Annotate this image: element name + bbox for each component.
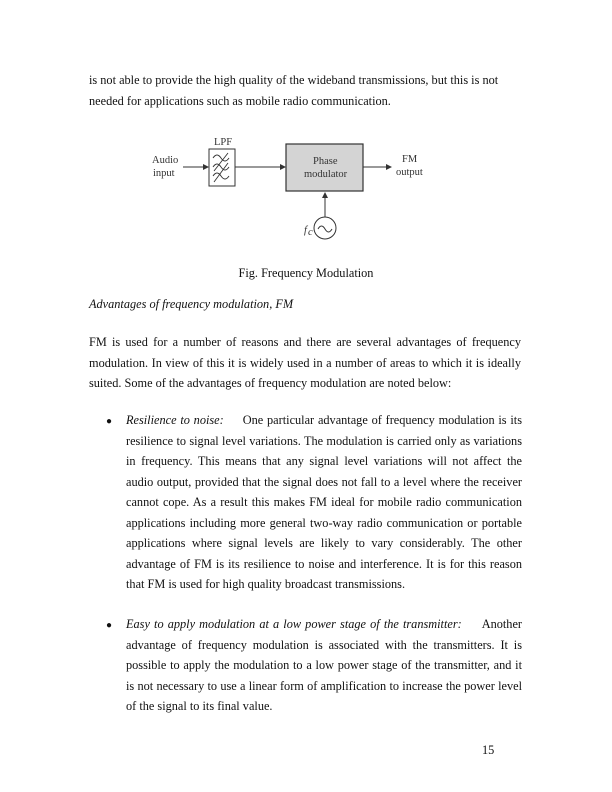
list-item-text: One particular advantage of frequency modulation is its resilience to signal level variations. The modulation is carried only as variations in frequency. This means that any signal level variations will not affect the audio output, provided that the signal does not fall to a level where the receiver cannot cope. As a result this makes FM ideal for mobile radio communication applications including more general two-way radio communication or portable applications where signal levels are likely to vary considerably. The other advantage of FM is its resilience to noise and interference. It is for this reason that FM is used for high quality broadcast transmissions. [126, 413, 523, 591]
block-diagram-svg [140, 125, 440, 255]
list-item-body [126, 614, 522, 717]
figure-caption: Fig. Frequency Modulation [238, 266, 374, 280]
audio-input-label-1: Audio [152, 155, 179, 166]
list-item-title: Easy to apply modulation at a low power stage of the transmitter: [126, 617, 462, 631]
fm-output-label-2: output [396, 167, 423, 178]
oscillator-freq-subscript: c [308, 227, 313, 238]
bullet-dot-icon: ● [106, 620, 113, 631]
list-item-text: Another advantage of frequency modulation is associated with the transmitters. It is possible to apply the modulation to a low power stage of the transmitter, and it is not necessary to use a linear form of amplification to increase the power level of the signal to its final value. [126, 617, 522, 713]
phase-modulator-label-2: modulator [304, 169, 348, 180]
page-number: 15 [482, 743, 495, 757]
oscillator-icon [314, 217, 336, 239]
phase-modulator-box [286, 144, 363, 191]
intro-line-2: needed for applications such as mobile radio communication. [89, 94, 391, 108]
fm-block-diagram [140, 125, 440, 255]
intro-line-1: is not able to provide the high quality of the wideband transmissions, but this is not [89, 73, 499, 87]
phase-modulator-label-1: Phase [313, 156, 338, 167]
oscillator-freq-label: f [304, 225, 307, 236]
lpf-filter-icon [209, 149, 235, 186]
section-intro-paragraph: FM is used for a number of reasons and there are several advantages of frequency modulation. In view of this it is widely used in a number of areas to which it is ideally suited. Some of the advantages of frequency modulation are noted below: [89, 335, 521, 390]
bullet-dot-icon: ● [106, 416, 113, 427]
audio-input-label-2: input [153, 168, 175, 179]
list-item-body [126, 410, 522, 595]
fm-output-label-1: FM [402, 154, 418, 165]
list-item-title: Resilience to noise: [126, 413, 224, 427]
lpf-label: LPF [214, 137, 233, 148]
section-heading: Advantages of frequency modulation, FM [89, 297, 294, 311]
